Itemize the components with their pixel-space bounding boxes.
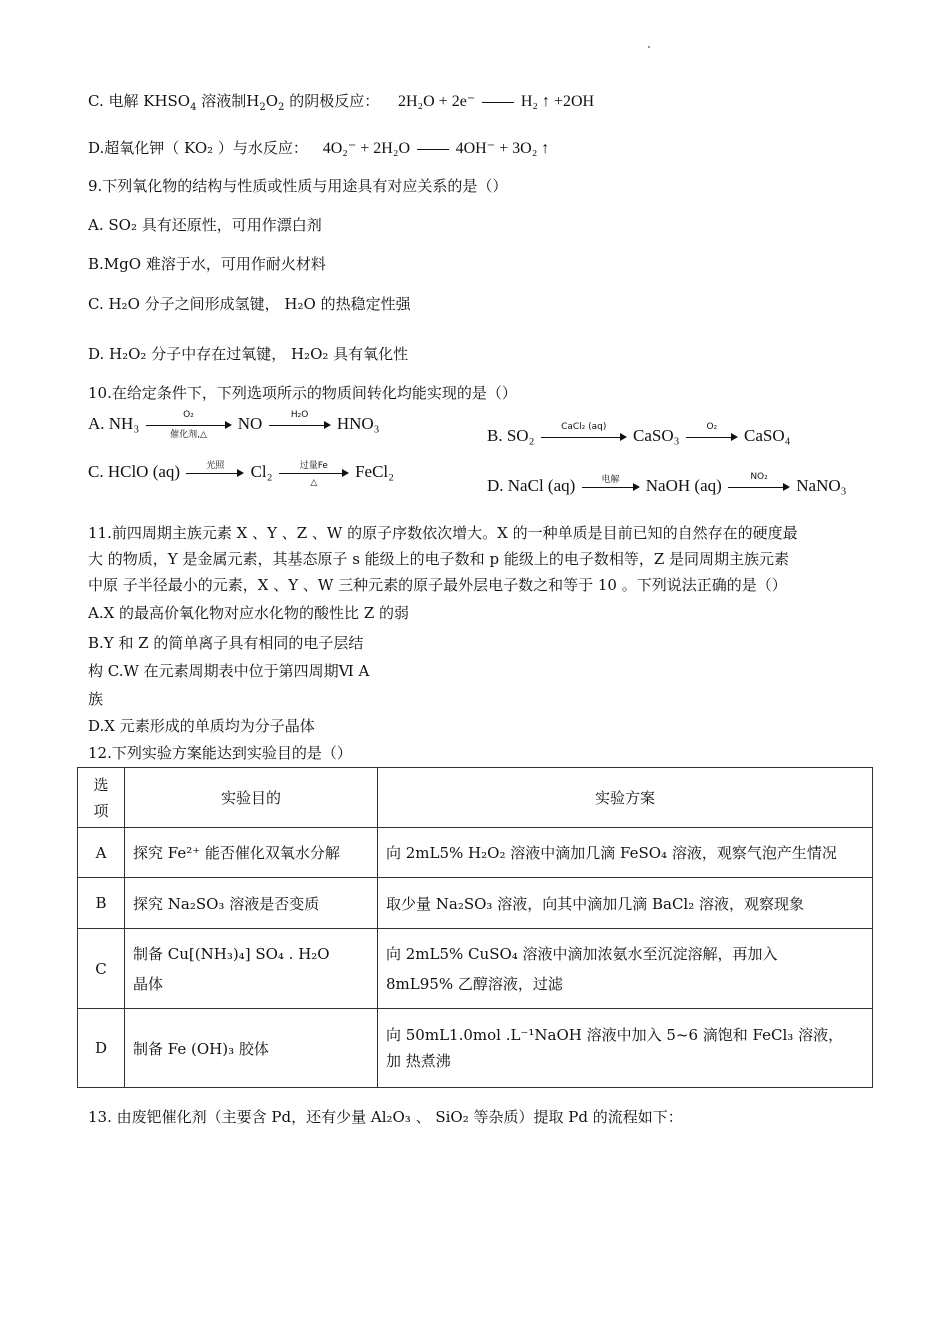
row-option: A	[78, 828, 125, 878]
q10-c-arrow2-top: 过量Fe	[299, 461, 328, 471]
q8-d-eq-left: 4O₂⁻ + 2H₂O	[322, 140, 410, 157]
q8-c-sub2a: 2	[259, 102, 266, 113]
row-aim: 探究 Fe²⁺ 能否催化双氧水分解	[125, 828, 378, 878]
row-plan: 取少量 Na₂SO₃ 溶液，向其中滴加几滴 BaCl₂ 溶液，观察现象	[378, 878, 873, 929]
table-row	[78, 878, 873, 929]
equals-line-icon	[480, 91, 516, 113]
q11-option-d: D.X 元素形成的单质均为分子晶体	[88, 717, 315, 735]
scan-dot	[648, 46, 650, 48]
q11-stem-line1: 11.前四周期主族元素 X 、Y 、Z 、W 的原子序数依次增大。X 的一种单质是目前已知的自然存在的硬度最	[88, 524, 798, 542]
q12-stem: 12.下列实验方案能达到实验目的是（）	[88, 744, 352, 762]
q8-c-h: H	[246, 92, 260, 110]
row-option: C	[78, 929, 125, 1009]
q10-c-mid: Cl₂	[250, 461, 273, 481]
q10-b-arrow2-top: O₂	[706, 422, 718, 432]
table-row	[78, 929, 873, 1009]
row-plan	[378, 929, 873, 1009]
reaction-arrow-icon	[541, 424, 627, 450]
q9-option-d: D. H₂O₂ 分子中存在过氧键， H₂O₂ 具有氧化性	[88, 345, 409, 363]
q10-b-mid: CaSO₃	[633, 425, 680, 445]
row-aim-line1: 制备 Cu[(NH₃)₄] SO₄ . H₂O	[133, 944, 330, 963]
q10-option-d	[487, 474, 847, 500]
q10-option-c	[88, 460, 394, 486]
reaction-arrow-icon	[728, 474, 790, 500]
q8-c-sub2b: 2	[278, 102, 285, 113]
row-aim: 制备 Fe (OH)₃ 胶体	[125, 1009, 378, 1088]
q8-c-sub: 4	[190, 102, 197, 113]
row-aim	[125, 929, 378, 1009]
q9-option-a: A. SO₂ 具有还原性，可用作漂白剂	[88, 216, 322, 234]
table-row	[78, 1009, 873, 1088]
q11-option-b-line3: 族	[88, 690, 104, 708]
row-plan-line1: 向 50mL1.0mol .L⁻¹NaOH 溶液中加入 5~6 滴饱和 FeCl₃ 溶液，	[386, 1026, 844, 1044]
q9-option-b: B.MgO 难溶于水，可用作耐火材料	[88, 255, 326, 273]
reaction-arrow-icon	[186, 460, 244, 486]
table-header-row	[78, 768, 873, 828]
q8-c-o: O	[265, 92, 279, 110]
q10-a-end: HNO₃	[336, 413, 380, 433]
q10-option-a	[88, 412, 380, 438]
q10-c-start: C. HClO (aq)	[88, 461, 181, 481]
q11-stem-line2: 大 的物质，Y 是金属元素，其基态原子 s 能级上的电子数和 p 能级上的电子数相等，Z 是同周期主族元素	[88, 550, 790, 568]
q8-c-tail: 的阴极反应：	[284, 92, 380, 110]
header-option: 选 项	[78, 768, 125, 828]
row-plan: 向 2mL5% H₂O₂ 溶液中滴加几滴 FeSO₄ 溶液，观察气泡产生情况	[378, 828, 873, 878]
q10-c-arrow1-top: 光照	[206, 461, 225, 471]
q13-stem: 13. 由废钯催化剂（主要含 Pd，还有少量 Al₂O₃ 、 SiO₂ 等杂质）提取 Pd 的流程如下：	[88, 1108, 683, 1126]
q10-b-arrow1-top: CaCl₂ (aq)	[561, 422, 607, 432]
q10-d-end: NaNO₃	[796, 475, 847, 495]
q11-option-b-line2: 构 C.W 在元素周期表中位于第四周期Ⅵ A	[88, 662, 370, 680]
q8-option-c	[88, 90, 594, 119]
row-option: B	[78, 878, 125, 929]
reaction-arrow-icon	[146, 412, 232, 438]
row-plan-line1: 向 2mL5% CuSO₄ 溶液中滴加浓氨水至沉淀溶解，再加入	[386, 944, 778, 963]
reaction-arrow-icon	[279, 460, 349, 486]
q10-a-arrow1-top: O₂	[183, 410, 194, 420]
q8-option-d	[88, 137, 549, 160]
reaction-arrow-icon	[269, 412, 331, 438]
q8-c-label: C. 电解 KHSO	[88, 92, 191, 110]
header-aim: 实验目的	[125, 768, 378, 828]
q10-c-end: FeCl₂	[355, 461, 395, 481]
q10-stem: 10.在给定条件下，下列选项所示的物质间转化均能实现的是（）	[88, 384, 517, 402]
q8-d-label: D.超氧化钾（ KO₂ ）与水反应：	[88, 139, 308, 157]
q10-a-mid: NO	[237, 413, 263, 433]
q9-option-c: C. H₂O 分子之间形成氢键， H₂O 的热稳定性强	[88, 295, 411, 313]
q10-a-arrow2-top: H₂O	[290, 410, 309, 420]
q11-option-b-line1: B.Y 和 Z 的简单离子具有相同的电子层结	[88, 634, 364, 652]
q11-option-a: A.X 的最高价氧化物对应水化物的酸性比 Z 的弱	[88, 604, 410, 622]
q10-a-start: A. NH₃	[88, 413, 140, 433]
q8-d-eq-right: 4OH⁻ + 3O₂ ↑	[455, 140, 550, 157]
row-aim: 探究 Na₂SO₃ 溶液是否变质	[125, 878, 378, 929]
equals-line-icon	[415, 138, 451, 160]
experiment-table	[77, 767, 873, 1088]
q10-b-start: B. SO₂	[487, 425, 535, 445]
q10-c-arrow2-bot: △	[310, 478, 318, 488]
header-plan: 实验方案	[378, 768, 873, 828]
reaction-arrow-icon	[686, 424, 738, 450]
q10-a-arrow1-bot: 催化剂,△	[170, 430, 207, 440]
reaction-arrow-icon	[582, 474, 640, 500]
q8-c-mid: 溶液制	[196, 92, 247, 110]
q11-stem-line3: 中原 子半径最小的元素，X 、Y 、W 三种元素的原子最外层电子数之和等于 10 。下列说法正确的是（）	[88, 576, 787, 594]
q10-d-arrow1-top: 电解	[601, 475, 620, 485]
q9-stem: 9.下列氧化物的结构与性质或性质与用途具有对应关系的是（）	[88, 177, 508, 195]
q10-d-mid: NaOH (aq)	[645, 475, 722, 495]
table-row	[78, 828, 873, 878]
q10-d-arrow2-top: NO₂	[750, 472, 768, 482]
q8-c-eq-right: H₂ ↑ +2OH	[520, 93, 595, 110]
row-option: D	[78, 1009, 125, 1088]
q10-b-end: CaSO₄	[744, 425, 791, 445]
row-plan-line2: 加 热煮沸	[386, 1052, 451, 1070]
row-plan-line2: 8mL95% 乙醇溶液，过滤	[386, 974, 563, 993]
row-plan	[378, 1009, 873, 1088]
q8-c-eq-left: 2H₂O + 2e⁻	[397, 93, 476, 110]
q10-d-start: D. NaCl (aq)	[487, 475, 576, 495]
q10-option-b	[487, 424, 791, 450]
row-aim-line2: 晶体	[133, 974, 164, 993]
